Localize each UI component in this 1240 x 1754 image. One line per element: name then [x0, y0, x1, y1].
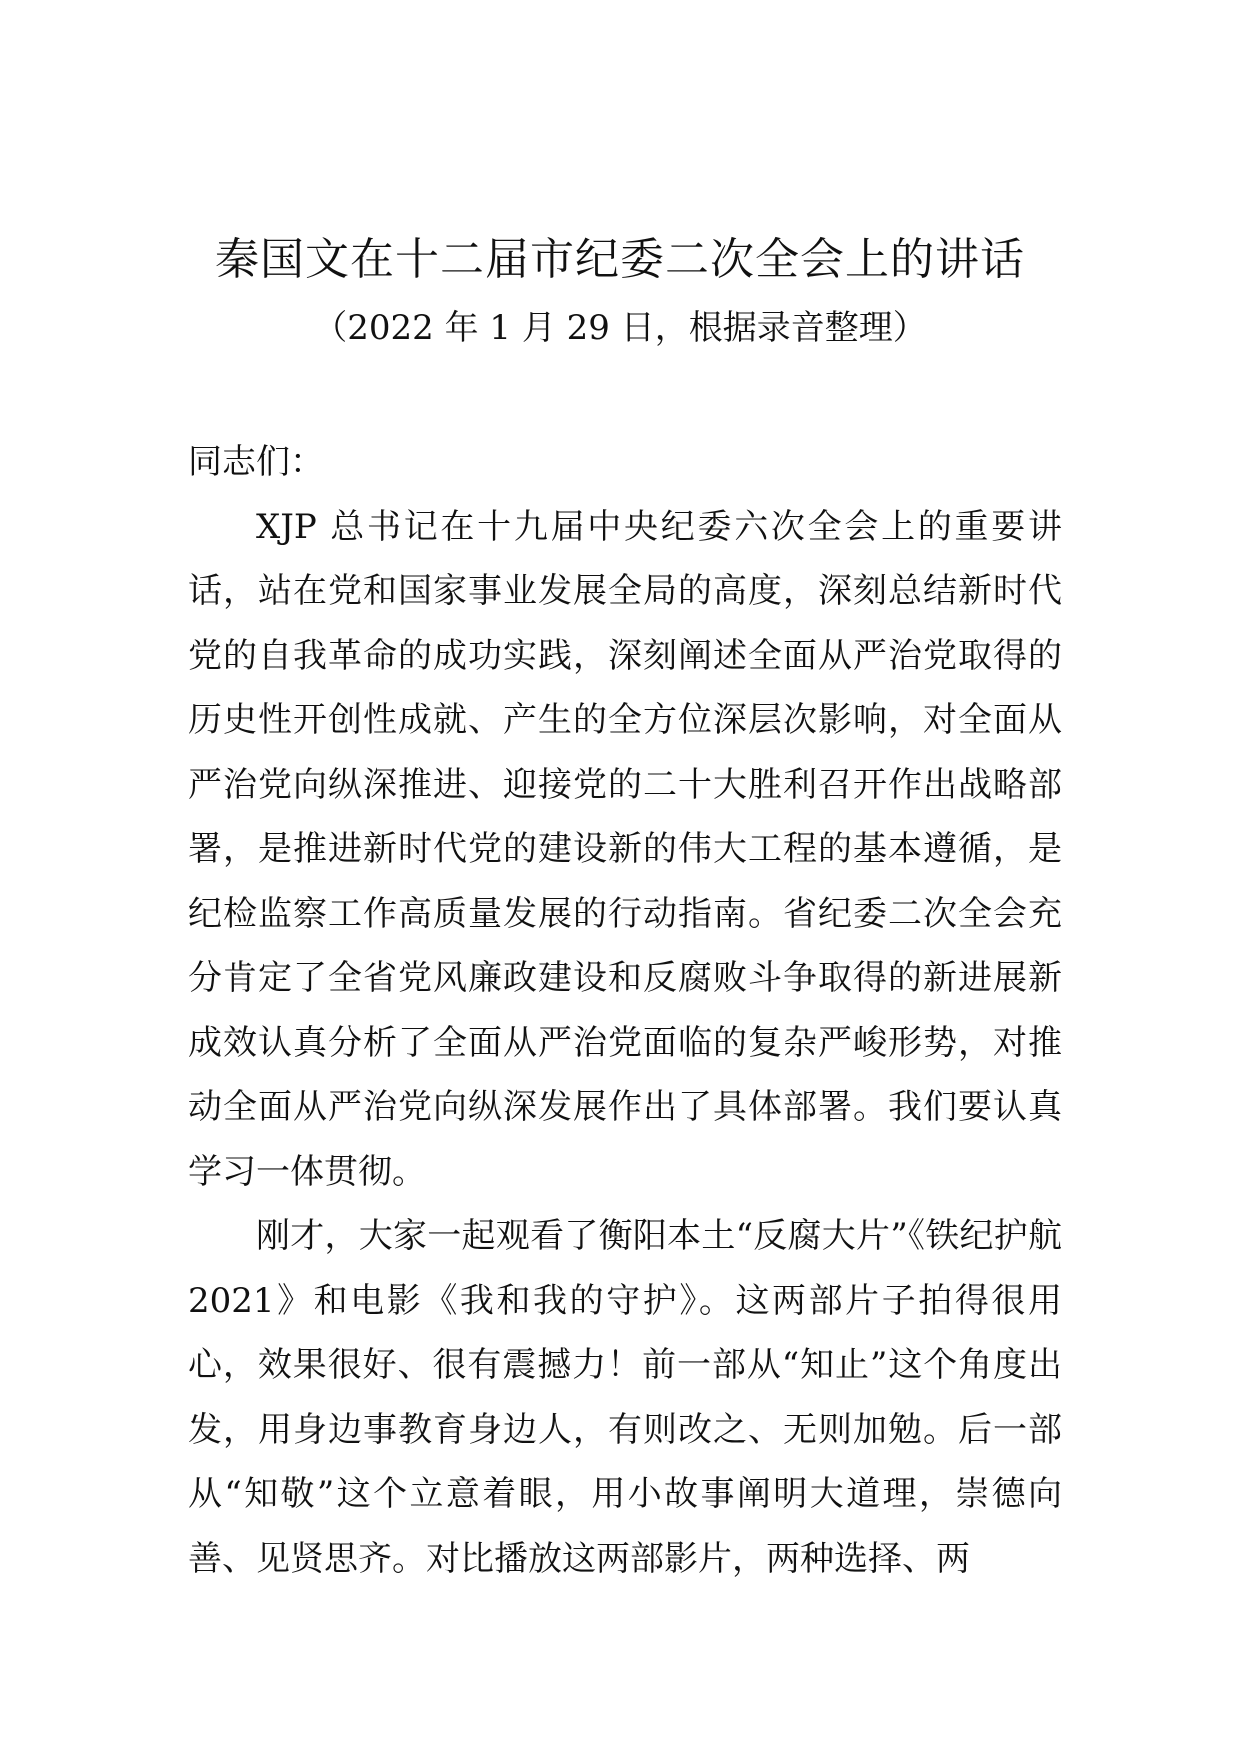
document-title: 秦国文在十二届市纪委二次全会上的讲话 [215, 234, 1025, 285]
document-body [188, 430, 1062, 1591]
salutation: 同志们： [188, 442, 324, 482]
document-subtitle: （2022 年 1 月 29 日，根据录音整理） [313, 308, 927, 348]
paragraph-2: 刚才，大家一起观看了衡阳本土“反腐大片”《铁纪护航 2021》和电影《我和我的守护》。这两部片子拍得很用心，效果很好、很有震撼力！前一部从“知止”这个角度出发，用身边事教育身边人，有则改之、无则加勉。后一部从“知敬”这个立意着眼，用小故事阐明大道理，崇德向善、见贤思齐。对比播放这两部影片，两种选择、两 [188, 1216, 1062, 1579]
paragraph-1: XJP 总书记在十九届中央纪委六次全会上的重要讲话，站在党和国家事业发展全局的高度，深刻总结新时代党的自我革命的成功实践，深刻阐述全面从严治党取得的历史性开创性成就、产生的全方位深层次影响，对全面从严治党向纵深推进、迎接党的二十大胜利召开作出战略部署，是推进新时代党的建设新的伟大工程的基本遵循，是纪检监察工作高质量发展的行动指南。省纪委二次全会充分肯定了全省党风廉政建设和反腐败斗争取得的新进展新成效认真分析了全面从严治党面临的复杂严峻形势，对推动全面从严治党向纵深发展作出了具体部署。我们要认真学习一体贯彻。 [188, 506, 1062, 1192]
